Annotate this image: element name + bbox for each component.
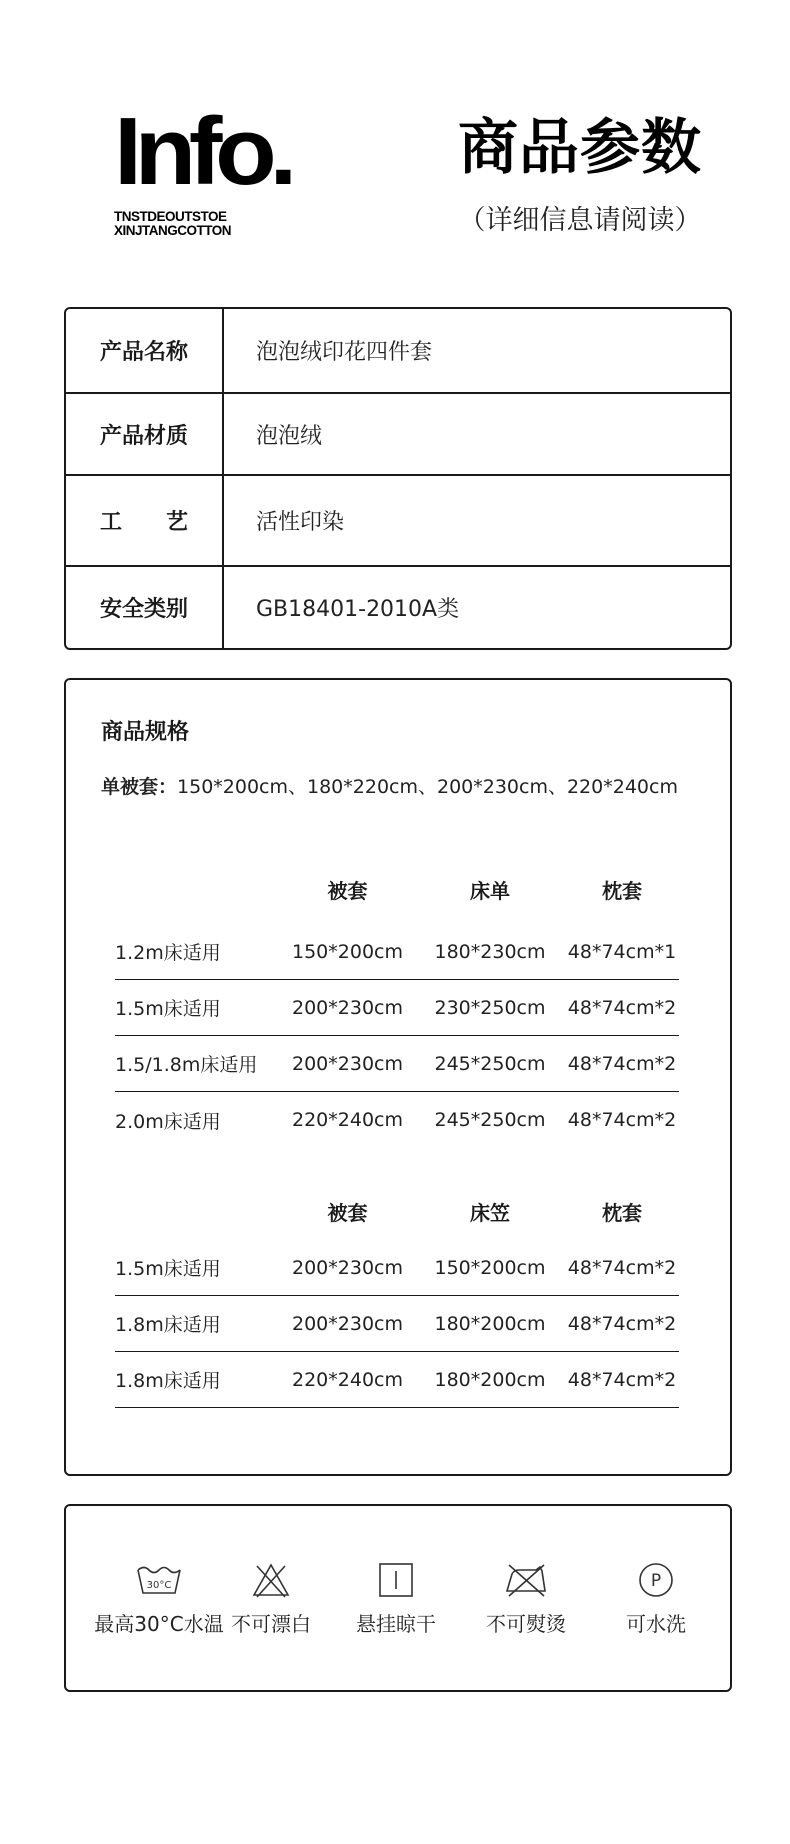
param-row-process: [66, 476, 730, 567]
logo-subline-2: XINJTANGCOTTON: [114, 223, 232, 238]
care-label: 悬挂晾干: [356, 1612, 436, 1636]
cell: 230*250cm: [434, 996, 546, 1019]
cell: 1.5/1.8m床适用: [115, 1054, 258, 1076]
param-row-material: [66, 394, 730, 476]
cell: 48*74cm*2: [567, 1312, 677, 1335]
header-cell: 床单: [470, 878, 510, 903]
cell: 48*74cm*2: [567, 1368, 677, 1391]
title-block: [440, 112, 720, 237]
table-row: [115, 1240, 679, 1296]
cell: 1.5m床适用: [115, 1258, 221, 1280]
cell: 200*230cm: [292, 996, 403, 1019]
header-cell: 床笠: [470, 1200, 510, 1225]
cell: 245*250cm: [434, 1052, 546, 1075]
cell: 48*74cm*2: [567, 996, 677, 1019]
cell: 48*74cm*2: [567, 1109, 677, 1131]
care-label: 不可熨烫: [486, 1612, 566, 1636]
cell: 48*74cm*1: [567, 940, 677, 963]
table-row: [115, 1092, 679, 1148]
page-subtitle: （详细信息请阅读）: [458, 205, 702, 236]
table-row: [115, 1036, 679, 1092]
param-value: 泡泡绒印花四件套: [256, 340, 433, 365]
cell: 48*74cm*2: [567, 1256, 677, 1279]
table-row: [115, 1352, 679, 1408]
cell: 220*240cm: [292, 1109, 403, 1131]
cell: 150*200cm: [292, 940, 403, 963]
single-cover-values: 150*200cm、180*220cm、200*230cm、220*240cm: [177, 776, 678, 798]
cell: 1.2m床适用: [115, 942, 221, 964]
size-table-header: [115, 870, 679, 908]
header-cell: 被套: [327, 878, 368, 903]
cell: 200*230cm: [292, 1312, 403, 1335]
single-cover-label: 单被套：: [101, 776, 178, 798]
size-table-header: [115, 1192, 679, 1230]
param-label: 安全类别: [66, 567, 224, 648]
dry-clean-p-icon: [631, 1560, 681, 1600]
care-item-no-bleach: [226, 1560, 316, 1637]
care-item-wash: [94, 1560, 224, 1637]
param-value: 活性印染: [256, 510, 345, 535]
table-row: [115, 1296, 679, 1352]
care-instructions-box: [64, 1504, 732, 1692]
cell: 245*250cm: [434, 1109, 546, 1131]
cell: 1.8m床适用: [115, 1314, 221, 1336]
care-item-no-iron: [476, 1560, 576, 1637]
param-value: 泡泡绒: [256, 423, 323, 449]
table-row: [115, 924, 679, 980]
param-row-name: [66, 309, 730, 394]
no-bleach-icon: [246, 1560, 296, 1600]
care-item-washable: [606, 1560, 706, 1637]
care-item-hang-dry: [346, 1560, 446, 1637]
care-letter: P: [650, 1571, 662, 1591]
cell: 220*240cm: [292, 1368, 403, 1391]
cell: 200*230cm: [292, 1256, 403, 1279]
spec-box: [64, 678, 732, 1476]
size-table-1: [115, 870, 679, 1148]
header-cell: 被套: [327, 1200, 368, 1225]
param-label: 产品名称: [66, 309, 224, 392]
param-label: 产品材质: [66, 394, 224, 474]
size-table-2: [115, 1192, 679, 1408]
cell: 200*230cm: [292, 1052, 403, 1075]
spec-title: 商品规格: [101, 720, 190, 745]
param-row-safety: [66, 567, 730, 648]
cell: 150*200cm: [434, 1256, 546, 1279]
header-cell: 枕套: [602, 1200, 642, 1225]
logo-subline-1: TNSTDEOUTSTOE: [114, 209, 227, 224]
cell: 180*200cm: [434, 1368, 546, 1391]
brand-logo: [114, 98, 290, 238]
wash-30-icon: [134, 1560, 184, 1600]
cell: 2.0m床适用: [115, 1110, 221, 1133]
hang-dry-icon: [371, 1560, 421, 1600]
param-value: GB18401-2010A类: [256, 597, 460, 622]
single-cover-sizes: [101, 772, 678, 799]
table-row: [115, 980, 679, 1036]
cell: 180*230cm: [434, 940, 546, 963]
care-label: 不可漂白: [231, 1612, 311, 1636]
page-title: 商品参数: [458, 113, 702, 183]
header-cell: 枕套: [602, 878, 642, 903]
wash-temp-text: 30°C: [146, 1580, 172, 1591]
cell: 180*200cm: [434, 1312, 546, 1335]
no-iron-icon: [501, 1560, 551, 1600]
cell: 1.5m床适用: [115, 998, 221, 1020]
cell: 1.8m床适用: [115, 1370, 221, 1392]
care-label: 可水洗: [626, 1612, 686, 1636]
product-params-table: [64, 307, 732, 650]
care-label: 最高30°C水温: [94, 1612, 224, 1636]
cell: 48*74cm*2: [567, 1052, 677, 1075]
logo-word: Info.: [114, 98, 290, 205]
param-label: 工 艺: [66, 476, 224, 565]
